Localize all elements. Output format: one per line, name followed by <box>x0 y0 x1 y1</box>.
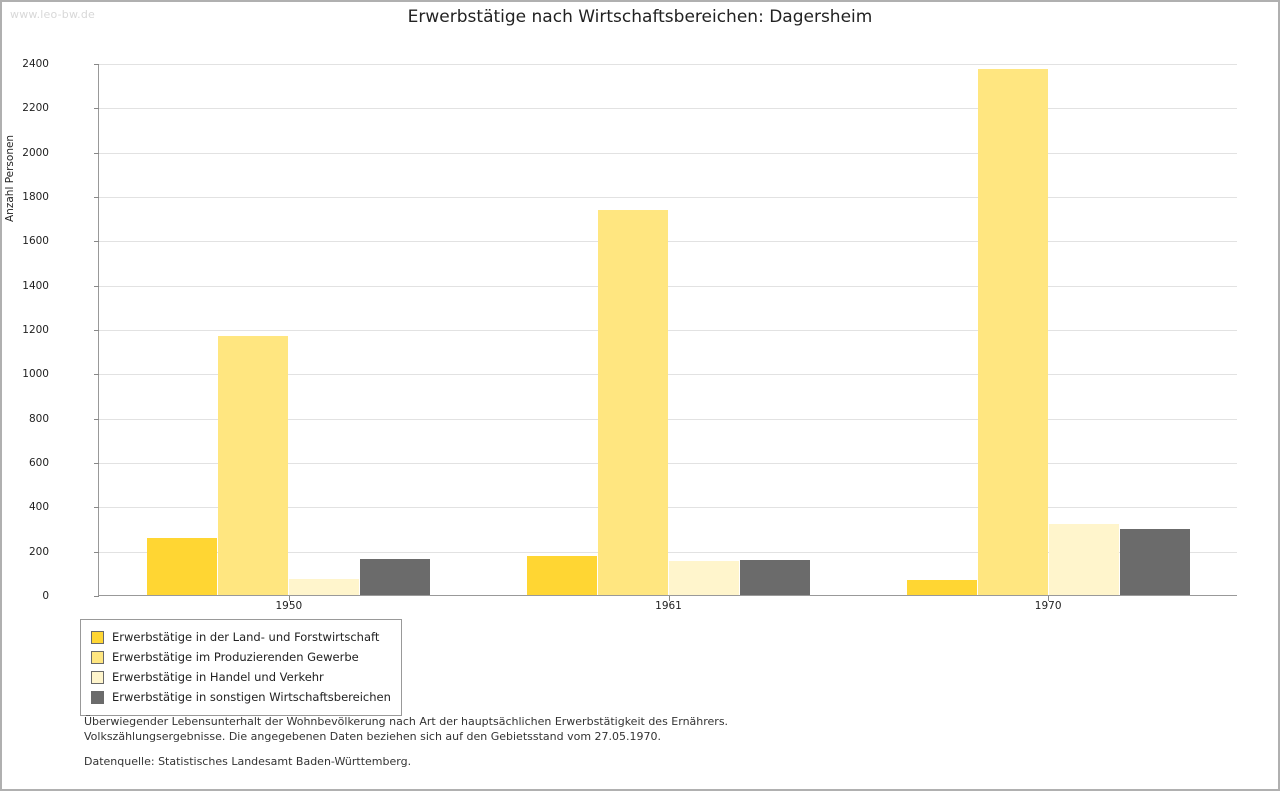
y-tick-label: 1800 <box>22 191 49 203</box>
footnote-line-1: Überwiegender Lebensunterhalt der Wohnbevölkerung nach Art der hauptsächlichen Erwerbstätigkeit des Ernährers. <box>84 715 729 728</box>
y-tick-label: 800 <box>28 412 49 425</box>
y-tick-mark <box>94 153 99 154</box>
legend-swatch-icon <box>91 651 104 664</box>
bar <box>1120 529 1190 596</box>
bar <box>360 559 430 595</box>
plot-area <box>22 58 1237 612</box>
watermark-text: www.leo-bw.de <box>10 8 96 21</box>
x-tick-label: 1961 <box>655 600 682 612</box>
y-tick-label: 0 <box>42 590 49 602</box>
legend-swatch-icon <box>91 691 104 704</box>
footnote-line-2: Volkszählungsergebnisse. Die angegebenen Daten beziehen sich auf den Gebietsstand vom 27.05.1970. <box>84 730 662 743</box>
legend-label: Erwerbstätige im Produzierenden Gewerbe <box>112 650 359 664</box>
bar <box>1049 524 1119 595</box>
x-tick-label: 1950 <box>275 600 303 612</box>
y-tick-label: 1000 <box>22 368 49 381</box>
y-tick-mark <box>94 374 99 375</box>
y-tick-mark <box>94 596 99 597</box>
footnote-block <box>84 714 728 744</box>
legend-label: Erwerbstätige in sonstigen Wirtschaftsbereichen <box>112 690 391 704</box>
legend-item[interactable] <box>91 647 391 667</box>
y-tick-label: 1200 <box>22 324 49 336</box>
y-tick-label: 200 <box>28 545 49 558</box>
y-tick-mark <box>94 241 99 242</box>
y-tick-mark <box>94 463 99 464</box>
bar <box>147 538 217 595</box>
bar <box>289 579 359 595</box>
y-tick-label: 2000 <box>22 146 49 159</box>
legend-swatch-icon <box>91 631 104 644</box>
y-tick-mark <box>94 108 99 109</box>
bar <box>978 69 1048 595</box>
y-tick-mark <box>94 64 99 65</box>
bar <box>669 561 739 595</box>
data-source-note: Datenquelle: Statistisches Landesamt Baden-Württemberg. <box>84 755 412 768</box>
page-title: Erwerbstätige nach Wirtschaftsbereichen: Dagersheim <box>407 7 873 27</box>
bar-group <box>147 64 430 595</box>
y-tick-label: 400 <box>28 501 49 514</box>
legend-item[interactable] <box>91 627 391 647</box>
y-tick-mark <box>94 507 99 508</box>
legend-label: Erwerbstätige in der Land- und Forstwirtschaft <box>112 630 380 644</box>
y-tick-label: 2400 <box>22 58 49 70</box>
y-tick-label: 2200 <box>22 102 49 115</box>
y-tick-mark <box>94 419 99 420</box>
y-tick-mark <box>94 197 99 198</box>
legend-swatch-icon <box>91 671 104 684</box>
bar <box>527 556 597 595</box>
y-tick-label: 1600 <box>22 235 49 248</box>
y-tick-mark <box>94 330 99 331</box>
legend-label: Erwerbstätige in Handel und Verkehr <box>112 670 324 684</box>
legend-item[interactable] <box>91 687 391 707</box>
y-tick-mark <box>94 286 99 287</box>
y-axis-label: Anzahl Personen <box>4 134 16 222</box>
y-tick-label: 600 <box>28 457 49 469</box>
bar <box>598 210 668 595</box>
y-tick-label: 1400 <box>22 279 49 292</box>
legend-item[interactable] <box>91 667 391 687</box>
bar <box>740 560 810 595</box>
bar-group <box>907 64 1190 595</box>
chart-legend <box>80 619 402 716</box>
bar-group <box>527 64 810 595</box>
x-tick-label: 1970 <box>1034 600 1062 612</box>
bar <box>218 336 288 595</box>
y-tick-mark <box>94 552 99 553</box>
bar <box>907 580 977 595</box>
